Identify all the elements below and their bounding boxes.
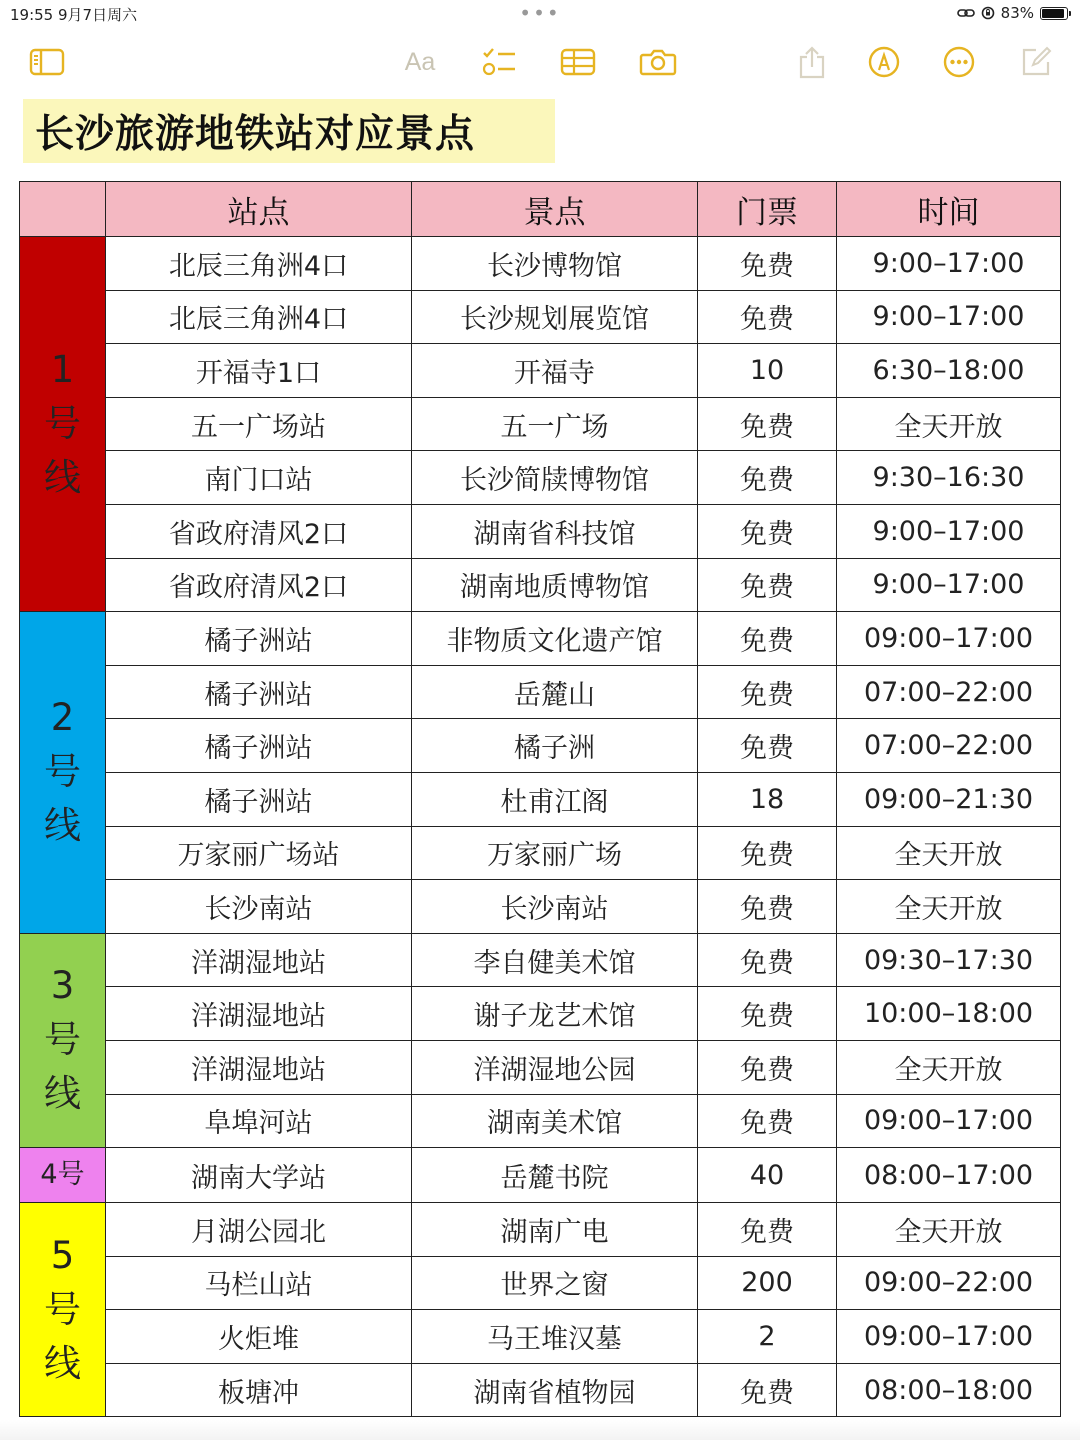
line-label: 2号线 [44,696,81,848]
attraction-cell[interactable]: 马王堆汉墓 [412,1310,698,1364]
hours-cell[interactable]: 全天开放 [837,880,1061,934]
attraction-cell[interactable]: 长沙博物馆 [412,237,698,291]
header-station: 站点 [106,182,412,237]
ticket-cell[interactable]: 免费 [698,719,837,773]
table-icon [560,47,596,77]
hours-cell[interactable]: 全天开放 [837,397,1061,451]
attraction-cell[interactable]: 杜甫江阁 [412,772,698,826]
ticket-cell[interactable]: 免费 [698,826,837,880]
table-header-row [20,182,1061,237]
table-row [20,826,1061,880]
attraction-cell[interactable]: 橘子洲 [412,719,698,773]
line-label-cell[interactable] [20,933,106,1147]
line-label-cell[interactable] [20,1203,106,1417]
table-row [20,1363,1061,1417]
ticket-cell[interactable]: 40 [698,1148,837,1203]
hours-cell[interactable]: 08:00–18:00 [837,1363,1061,1417]
line-label: 5号线 [44,1233,81,1385]
status-right [957,4,1068,22]
sidebar-icon [29,48,65,76]
attraction-cell[interactable]: 五一广场 [412,397,698,451]
ticket-cell[interactable]: 免费 [698,451,837,505]
station-cell[interactable]: 省政府清风2口 [106,504,412,558]
station-cell[interactable]: 橘子洲站 [106,772,412,826]
attraction-cell[interactable]: 岳麓山 [412,665,698,719]
table-row [20,1040,1061,1094]
table-row [20,1203,1061,1257]
station-cell[interactable]: 橘子洲站 [106,665,412,719]
more-icon [942,45,976,79]
hours-cell[interactable]: 09:30–17:30 [837,933,1061,987]
header-ticket: 门票 [698,182,837,237]
table-row [20,344,1061,398]
table-row [20,1148,1061,1203]
hours-cell[interactable]: 全天开放 [837,826,1061,880]
ticket-cell[interactable]: 10 [698,344,837,398]
line-label-cell[interactable] [20,237,106,612]
status-time: 19:55 9月7日周六 [10,6,138,24]
station-cell[interactable]: 火炬堆 [106,1310,412,1364]
ticket-cell[interactable]: 免费 [698,1203,837,1257]
checklist-icon [481,46,517,78]
more-button[interactable] [937,40,981,84]
station-cell[interactable]: 马栏山站 [106,1256,412,1310]
station-cell[interactable]: 洋湖湿地站 [106,933,412,987]
table-row [20,772,1061,826]
station-cell[interactable]: 月湖公园北 [106,1203,412,1257]
table-row [20,1094,1061,1148]
table-row [20,719,1061,773]
attraction-cell[interactable]: 李自健美术馆 [412,933,698,987]
format-label: Aa [404,47,436,76]
attraction-cell[interactable]: 长沙规划展览馆 [412,290,698,344]
station-cell[interactable]: 洋湖湿地站 [106,1040,412,1094]
hours-cell[interactable]: 09:00–21:30 [837,772,1061,826]
station-cell[interactable]: 南门口站 [106,451,412,505]
attraction-cell[interactable]: 湖南省科技馆 [412,504,698,558]
table-row [20,290,1061,344]
line-label: 1号线 [44,348,81,500]
attraction-cell[interactable]: 长沙南站 [412,880,698,934]
attraction-cell[interactable]: 万家丽广场 [412,826,698,880]
station-cell[interactable]: 洋湖湿地站 [106,987,412,1041]
hours-cell[interactable]: 全天开放 [837,1203,1061,1257]
station-cell[interactable]: 橘子洲站 [106,719,412,773]
ticket-cell[interactable]: 18 [698,772,837,826]
station-cell[interactable]: 开福寺1口 [106,344,412,398]
table-row [20,237,1061,291]
station-cell[interactable]: 省政府清风2口 [106,558,412,612]
table-row [20,665,1061,719]
attraction-cell[interactable]: 长沙简牍博物馆 [412,451,698,505]
ticket-cell[interactable]: 免费 [698,397,837,451]
sidebar-button[interactable] [25,40,69,84]
metro-attractions-table[interactable] [19,181,1061,1417]
hours-cell[interactable]: 08:00–17:00 [837,1148,1061,1203]
table-row [20,933,1061,987]
ticket-cell[interactable]: 免费 [698,612,837,666]
ticket-cell[interactable]: 免费 [698,290,837,344]
ticket-cell[interactable]: 免费 [698,933,837,987]
attraction-cell[interactable]: 湖南广电 [412,1203,698,1257]
station-cell[interactable]: 万家丽广场站 [106,826,412,880]
attraction-cell[interactable]: 湖南地质博物馆 [412,558,698,612]
ticket-cell[interactable]: 免费 [698,880,837,934]
header-hours: 时间 [837,182,1061,237]
ticket-cell[interactable]: 免费 [698,237,837,291]
format-button[interactable] [398,40,442,84]
attraction-cell[interactable]: 洋湖湿地公园 [412,1040,698,1094]
hours-cell[interactable]: 09:00–17:00 [837,612,1061,666]
hours-cell[interactable]: 07:00–22:00 [837,665,1061,719]
attraction-cell[interactable]: 世界之窗 [412,1256,698,1310]
station-cell[interactable]: 长沙南站 [106,880,412,934]
table-row [20,558,1061,612]
share-icon [797,45,827,79]
note-title: 长沙旅游地铁站对应景点 [35,111,476,157]
station-cell[interactable]: 湖南大学站 [106,1148,412,1203]
compose-button[interactable] [1014,40,1058,84]
ticket-cell[interactable]: 200 [698,1256,837,1310]
attraction-cell[interactable]: 非物质文化遗产馆 [412,612,698,666]
line-label-cell[interactable] [20,612,106,934]
table-row [20,1310,1061,1364]
station-cell[interactable]: 板塘冲 [106,1363,412,1417]
table-row [20,397,1061,451]
ticket-cell[interactable]: 免费 [698,987,837,1041]
table-row [20,504,1061,558]
table-row [20,987,1061,1041]
camera-button[interactable] [636,40,680,84]
attraction-cell[interactable]: 岳麓书院 [412,1148,698,1203]
markup-button[interactable] [862,40,906,84]
station-cell[interactable]: 橘子洲站 [106,612,412,666]
hours-cell[interactable]: 全天开放 [837,1040,1061,1094]
orientation-lock-icon [981,6,995,20]
hours-cell[interactable]: 9:30–16:30 [837,451,1061,505]
multitasking-dots[interactable]: ••• [519,1,561,25]
table-row [20,1256,1061,1310]
note-title-highlight[interactable] [23,99,555,163]
table-row [20,612,1061,666]
attraction-cell[interactable]: 湖南美术馆 [412,1094,698,1148]
compose-icon [1020,46,1052,78]
station-cell[interactable]: 阜埠河站 [106,1094,412,1148]
hours-cell[interactable]: 09:00–17:00 [837,1094,1061,1148]
ticket-cell[interactable]: 免费 [698,1363,837,1417]
header-line [20,182,106,237]
attraction-cell[interactable]: 谢子龙艺术馆 [412,987,698,1041]
table-body [20,237,1061,1417]
line-label-cell[interactable] [20,1148,106,1203]
hours-cell[interactable]: 9:00–17:00 [837,504,1061,558]
station-cell[interactable]: 北辰三角洲4口 [106,237,412,291]
station-cell[interactable]: 五一广场站 [106,397,412,451]
battery-percent: 83% [1000,4,1034,22]
bottom-edge [0,1420,1080,1440]
hours-cell[interactable]: 9:00–17:00 [837,558,1061,612]
ticket-cell[interactable]: 免费 [698,558,837,612]
ticket-cell[interactable]: 免费 [698,1040,837,1094]
hours-cell[interactable]: 6:30–18:00 [837,344,1061,398]
hours-cell[interactable]: 10:00–18:00 [837,987,1061,1041]
station-cell[interactable]: 北辰三角洲4口 [106,290,412,344]
hours-cell[interactable]: 07:00–22:00 [837,719,1061,773]
hours-cell[interactable]: 09:00–17:00 [837,1310,1061,1364]
header-attraction: 景点 [412,182,698,237]
notes-toolbar [0,40,1080,86]
table-row [20,880,1061,934]
line-label: 3号线 [44,964,81,1116]
ticket-cell[interactable]: 免费 [698,665,837,719]
table-button[interactable] [556,40,600,84]
checklist-button[interactable] [477,40,521,84]
battery-level [1042,9,1064,18]
hours-cell[interactable]: 9:00–17:00 [837,290,1061,344]
attraction-cell[interactable]: 开福寺 [412,344,698,398]
status-bar [0,0,1080,30]
camera-icon [639,47,677,77]
ticket-cell[interactable]: 免费 [698,504,837,558]
link-icon [957,7,975,19]
line-label: 4号 [40,1159,85,1191]
table-row [20,451,1061,505]
hours-cell[interactable]: 09:00–22:00 [837,1256,1061,1310]
markup-icon [867,45,901,79]
battery-icon [1040,7,1068,20]
ticket-cell[interactable]: 免费 [698,1094,837,1148]
share-button[interactable] [790,40,834,84]
hours-cell[interactable]: 9:00–17:00 [837,237,1061,291]
attraction-cell[interactable]: 湖南省植物园 [412,1363,698,1417]
ticket-cell[interactable]: 2 [698,1310,837,1364]
